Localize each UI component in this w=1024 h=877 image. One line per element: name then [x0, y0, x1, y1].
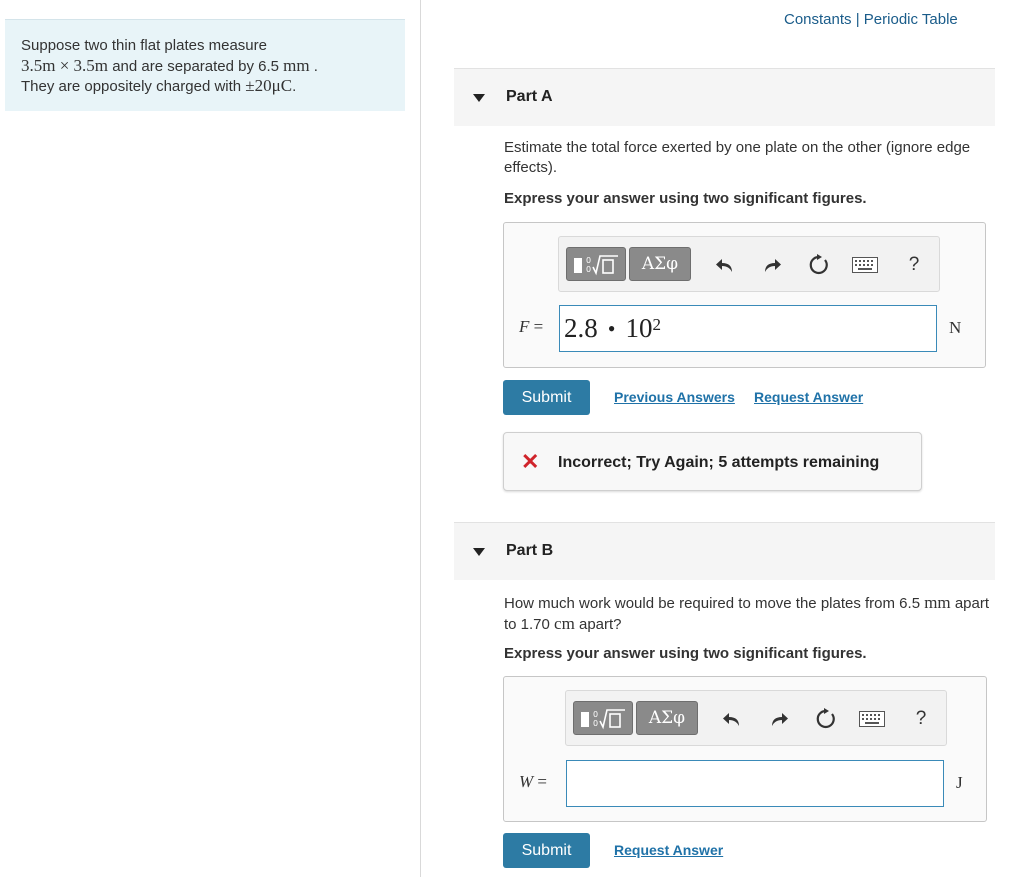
part-b-submit-button[interactable]: Submit	[503, 833, 590, 868]
part-a-math-toolbar	[558, 236, 940, 292]
previous-answers-link[interactable]: Previous Answers	[614, 389, 735, 405]
part-b-unit: J	[956, 773, 963, 792]
part-b-unit-mm: mm	[924, 593, 951, 612]
part-b-question-end: apart?	[574, 615, 622, 633]
feedback-message	[503, 432, 922, 491]
part-b-answer-box	[503, 676, 987, 822]
plate-charge: ±20μC	[245, 76, 293, 95]
help-icon[interactable]: ?	[915, 708, 927, 729]
part-a-variable-label	[519, 317, 543, 337]
problem-text-2: and are separated by 6.5	[108, 57, 284, 75]
svg-text:0: 0	[586, 256, 592, 265]
part-b-title: Part B	[506, 542, 554, 559]
reset-icon[interactable]	[812, 705, 840, 733]
part-a-title: Part A	[506, 88, 553, 105]
link-separator: |	[855, 11, 860, 28]
periodic-table-link[interactable]: Periodic Table	[863, 11, 958, 28]
collapse-triangle-icon[interactable]	[473, 548, 485, 556]
greek-symbols-button[interactable]: ΑΣφ	[629, 247, 691, 281]
templates-icon	[571, 251, 621, 277]
problem-line-1	[21, 36, 405, 56]
multiply-dot: •	[607, 315, 616, 341]
redo-icon[interactable]	[765, 705, 793, 733]
problem-line-2	[21, 56, 405, 77]
undo-icon[interactable]	[711, 251, 739, 279]
collapse-triangle-icon[interactable]	[473, 94, 485, 102]
part-b-question-mid: apart to 1.70	[504, 595, 990, 633]
problem-text-3-end: .	[292, 78, 297, 95]
answer-mantissa: 2.8	[564, 313, 598, 343]
part-a-answer-input[interactable]	[559, 305, 937, 352]
templates-icon	[578, 705, 628, 731]
part-b-request-answer-link[interactable]: Request Answer	[614, 842, 724, 858]
part-b-variable-label	[519, 772, 547, 792]
greek-symbols-button[interactable]: ΑΣφ	[636, 701, 698, 735]
problem-text-3: They are oppositely charged with	[21, 78, 246, 95]
problem-text-1: Suppose two thin flat plates measure	[21, 37, 267, 54]
part-b-unit-cm: cm	[554, 613, 575, 633]
reset-icon[interactable]	[805, 251, 833, 279]
part-a-unit: N	[949, 318, 962, 337]
problem-pane	[0, 0, 421, 877]
redo-icon[interactable]	[758, 251, 786, 279]
separation-unit: mm	[283, 55, 310, 75]
keyboard-icon[interactable]	[858, 705, 886, 733]
part-a-question: Estimate the total force exerted by one plate on the other (ignore edge effects).	[504, 139, 971, 176]
part-b-answer-input[interactable]	[566, 760, 944, 807]
part-b-header[interactable]	[454, 522, 995, 580]
part-b-math-toolbar	[565, 690, 947, 746]
plate-dimensions: 3.5m × 3.5m	[21, 55, 109, 75]
part-b-equals: =	[537, 772, 548, 791]
svg-text:0: 0	[586, 265, 592, 274]
help-icon[interactable]: ?	[908, 254, 920, 275]
answer-base: 10	[625, 313, 653, 343]
part-a-equals: =	[533, 317, 544, 336]
svg-text:0: 0	[593, 719, 599, 728]
part-b-instruction: Express your answer using two significant figures.	[504, 645, 867, 662]
problem-line-3	[21, 76, 405, 97]
incorrect-x-icon: ✕	[521, 449, 540, 474]
part-b-question	[504, 593, 994, 634]
feedback-text: Incorrect; Try Again; 5 attempts remaining	[558, 454, 880, 471]
part-b-question-start: How much work would be required to move the plates from 6.5	[504, 595, 925, 612]
keyboard-icon[interactable]	[851, 251, 879, 279]
problem-text-2-end: .	[309, 57, 318, 75]
part-a-variable: F	[519, 317, 530, 336]
templates-button[interactable]	[566, 247, 626, 281]
constants-link[interactable]: Constants	[784, 11, 852, 28]
svg-text:0: 0	[593, 710, 599, 719]
problem-statement	[5, 19, 405, 111]
answer-exponent: 2	[652, 314, 661, 334]
part-b-variable: W	[519, 772, 534, 791]
templates-button[interactable]	[573, 701, 633, 735]
undo-icon[interactable]	[718, 705, 746, 733]
part-a-request-answer-link[interactable]: Request Answer	[754, 389, 864, 405]
part-a-submit-button[interactable]: Submit	[503, 380, 590, 415]
resource-links	[784, 11, 958, 28]
part-a-instruction: Express your answer using two significant figures.	[504, 190, 867, 207]
part-a-header[interactable]	[454, 68, 995, 126]
part-a-answer-box	[503, 222, 986, 368]
